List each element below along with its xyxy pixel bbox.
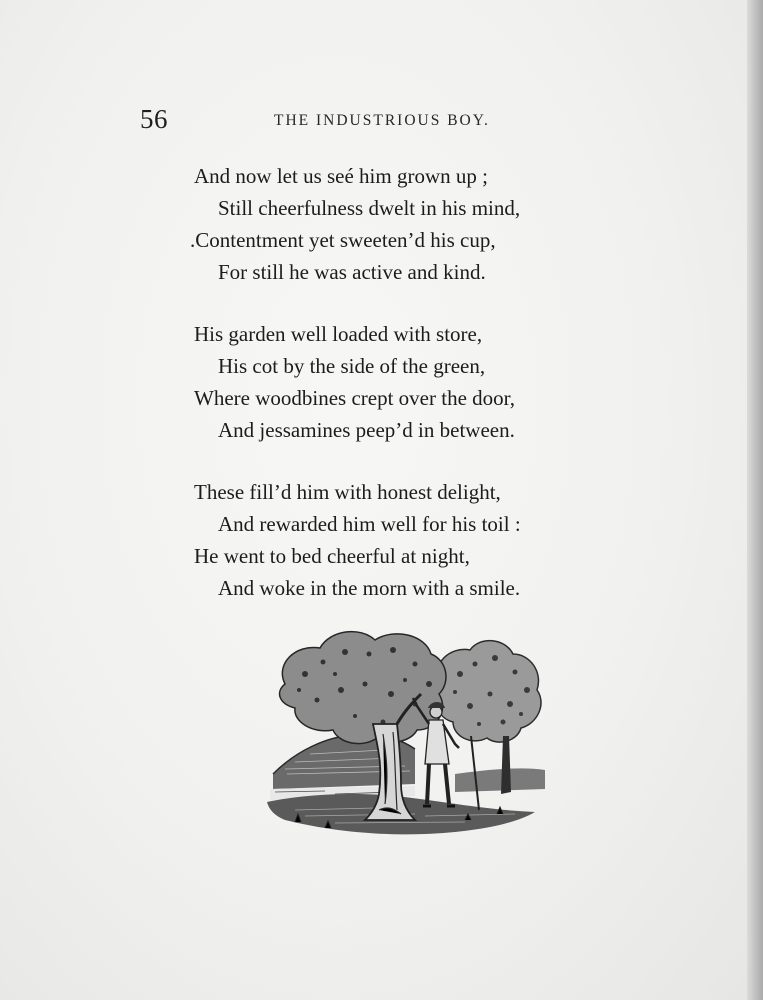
poem-line: And now let us seé him grown up ;: [194, 164, 488, 188]
poem-line: Where woodbines crept over the door,: [194, 386, 516, 410]
stanza-2: [194, 318, 624, 446]
poem-line: These fill’d him with honest delight,: [194, 480, 501, 504]
stanza-3: [194, 476, 624, 604]
page-edge: [747, 0, 763, 1000]
woodcut-boy-under-trees-icon: [265, 624, 549, 846]
poem-line: And rewarded him well for his toil :: [218, 512, 521, 536]
stanza-1: [190, 160, 624, 288]
poem: [190, 160, 624, 634]
poem-line: His cot by the side of the green,: [218, 354, 486, 378]
poem-line: His garden well loaded with store,: [194, 322, 483, 346]
poem-line: And woke in the morn with a smile.: [218, 576, 521, 600]
running-title: THE INDUSTRIOUS BOY.: [274, 112, 490, 129]
poem-line: For still he was active and kind.: [218, 260, 486, 284]
poem-line: Still cheerfulness dwelt in his mind,: [218, 196, 521, 220]
page-number: 56: [140, 104, 168, 134]
poem-line: And jessamines peep’d in between.: [218, 418, 515, 442]
poem-line: .Contentment yet sweeten’d his cup,: [190, 228, 496, 252]
running-head: [140, 104, 560, 140]
poem-line: He went to bed cheerful at night,: [194, 544, 470, 568]
